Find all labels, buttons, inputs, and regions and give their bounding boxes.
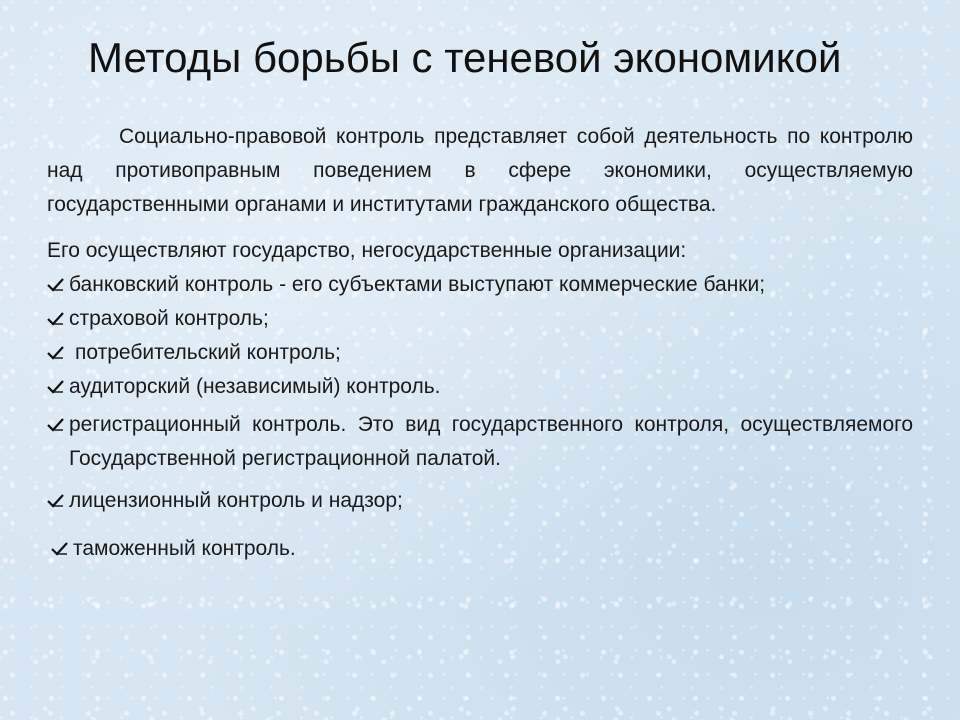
check-arrow-icon xyxy=(47,408,69,433)
check-arrow-icon xyxy=(47,370,69,395)
slide-body xyxy=(47,120,913,566)
list-item-text: таможенный контроль. xyxy=(73,537,296,560)
list-item-text: регистрационный контроль. Это вид государственного контроля, осуществляемого Государственной регистрационной палатой. xyxy=(69,413,913,470)
lead-line: Его осуществляют государство, негосударственные организации: xyxy=(47,239,687,262)
list-item xyxy=(47,302,913,336)
check-arrow-icon xyxy=(47,336,69,361)
list-item xyxy=(47,484,913,518)
check-arrow-icon xyxy=(47,268,69,293)
list-item xyxy=(47,336,913,370)
slide-title: Методы борьбы с теневой экономикой xyxy=(88,34,842,81)
list-item xyxy=(47,268,913,302)
list-item xyxy=(47,370,913,404)
check-arrow-icon xyxy=(51,532,73,557)
list-item xyxy=(47,408,913,476)
control-types-list xyxy=(47,268,913,566)
check-arrow-icon xyxy=(47,302,69,327)
list-item-text: аудиторский (независимый) контроль. xyxy=(69,375,441,398)
list-item-text: лицензионный контроль и надзор; xyxy=(69,489,403,512)
intro-paragraph: Социально-правовой контроль представляет собой деятельность по контролю над противоправным поведением в сфере экономики, осуществляемую государственными органами и институтами гражданского общества. xyxy=(47,125,913,216)
list-item-text: банковский контроль - его субъектами выступают коммерческие банки; xyxy=(69,273,766,296)
check-arrow-icon xyxy=(47,484,69,509)
list-item xyxy=(47,532,913,566)
list-item-text: страховой контроль; xyxy=(69,307,269,330)
list-item-text: потребительский контроль; xyxy=(75,341,341,364)
